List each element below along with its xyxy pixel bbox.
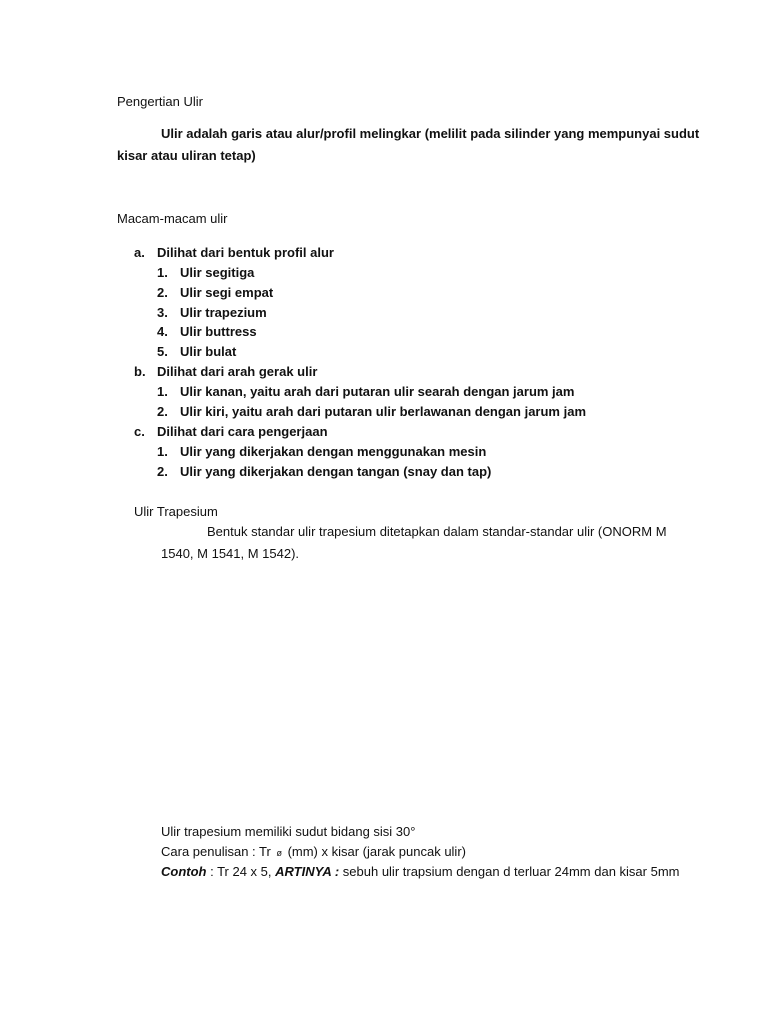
list-item-number: 1.	[157, 444, 168, 459]
note-cara-penulisan	[161, 842, 466, 863]
list-item-number: 2.	[157, 285, 168, 300]
group-a-title: Dilihat dari bentuk profil alur	[157, 245, 334, 260]
list-item: Ulir buttress	[180, 324, 257, 339]
trapesium-body-line-2: 1540, M 1541, M 1542).	[161, 546, 300, 561]
contoh-mid: : Tr 24 x 5,	[206, 864, 276, 879]
list-item-number: 1.	[157, 265, 168, 280]
group-a-marker: a.	[134, 245, 145, 260]
cara-prefix: Cara penulisan : Tr	[161, 844, 275, 859]
list-item-number: 3.	[157, 305, 168, 320]
group-c-title: Dilihat dari cara pengerjaan	[157, 424, 328, 439]
definition-line-2: kisar atau uliran tetap)	[117, 148, 256, 163]
trapesium-body-line-1: Bentuk standar ulir trapesium ditetapkan dalam standar-standar ulir (ONORM M	[207, 524, 667, 539]
note-contoh	[161, 862, 680, 882]
diameter-icon: ø	[276, 847, 282, 858]
group-b-title: Dilihat dari arah gerak ulir	[157, 364, 318, 379]
contoh-rest: sebuh ulir trapsium dengan d terluar 24mm dan kisar 5mm	[339, 864, 680, 879]
definition-line-1: Ulir adalah garis atau alur/profil melingkar (melilit pada silinder yang mempunyai sudut	[161, 126, 700, 141]
contoh-label: Contoh	[161, 864, 207, 879]
heading-ulir-trapesium: Ulir Trapesium	[134, 504, 218, 519]
list-item-number: 1.	[157, 384, 168, 399]
list-item: Ulir kiri, yaitu arah dari putaran ulir berlawanan dengan jarum jam	[180, 404, 587, 419]
artinya-label: ARTINYA :	[275, 864, 340, 879]
list-item-number: 5.	[157, 344, 168, 359]
heading-pengertian-ulir: Pengertian Ulir	[117, 94, 203, 109]
list-item: Ulir segi empat	[180, 285, 274, 300]
list-item-number: 2.	[157, 404, 168, 419]
cara-suffix: (mm) x kisar (jarak puncak ulir)	[283, 844, 466, 859]
list-item: Ulir trapezium	[180, 305, 267, 320]
list-item: Ulir segitiga	[180, 265, 255, 280]
list-item-number: 2.	[157, 464, 168, 479]
list-item-number: 4.	[157, 324, 168, 339]
list-item: Ulir bulat	[180, 344, 237, 359]
note-angle: Ulir trapesium memiliki sudut bidang sisi 30°	[161, 824, 416, 839]
group-c-marker: c.	[134, 424, 145, 439]
list-item: Ulir kanan, yaitu arah dari putaran ulir searah dengan jarum jam	[180, 384, 575, 399]
list-item: Ulir yang dikerjakan dengan tangan (snay dan tap)	[180, 464, 492, 479]
group-b-marker: b.	[134, 364, 146, 379]
list-item: Ulir yang dikerjakan dengan menggunakan mesin	[180, 444, 487, 459]
heading-macam-macam-ulir: Macam-macam ulir	[117, 211, 228, 226]
